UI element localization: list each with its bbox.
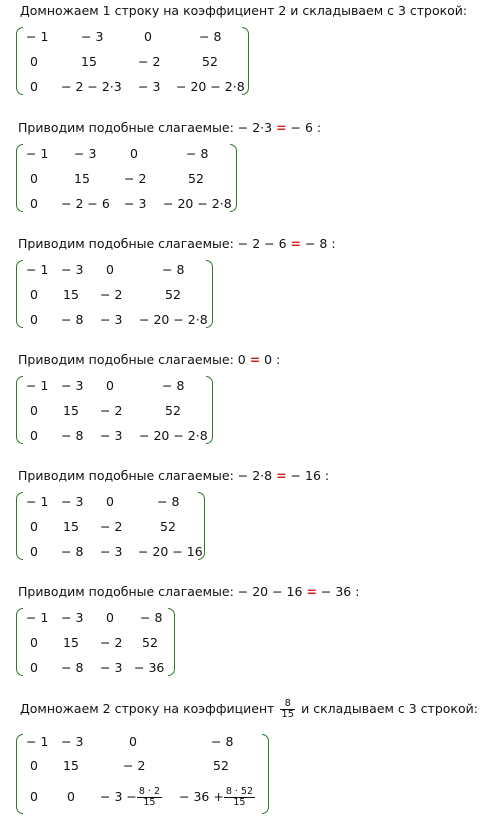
matrix-cell: − 2	[100, 519, 123, 534]
matrix-cell: 15	[63, 758, 79, 773]
matrix-cell: 0	[30, 635, 38, 650]
matrix-cell: 15	[74, 171, 90, 186]
matrix-cell: − 8	[61, 428, 84, 443]
expression-text: − 36 +	[179, 789, 224, 804]
caption-text: и складываем с 3 строкой:	[301, 701, 478, 716]
matrix-cell: − 2 − 2·3	[61, 79, 122, 94]
matrix-cell: − 20 − 2·8	[139, 428, 208, 443]
equals-sign: =	[249, 352, 261, 367]
matrix-cell: 0	[30, 287, 38, 302]
step-caption	[18, 120, 321, 136]
matrix-cell: − 1	[26, 610, 49, 625]
matrix-cell: 0	[30, 79, 38, 94]
matrix-cell: − 20 − 2·8	[163, 196, 232, 211]
matrix-cell: − 1	[26, 146, 49, 161]
matrix-cell: 0	[30, 171, 38, 186]
matrix-cell: − 2	[100, 403, 123, 418]
expression-fraction	[137, 787, 162, 808]
caption-text: − 36 :	[316, 584, 360, 599]
matrix-cell: 0	[30, 758, 38, 773]
matrix-cell: 0	[106, 262, 114, 277]
caption-text: Приводим подобные слагаемые: − 20 − 16	[18, 584, 307, 599]
matrix-cell: − 3	[100, 544, 123, 559]
matrix-cell: − 20 − 2·8	[176, 79, 245, 94]
matrix-cell: 52	[165, 403, 181, 418]
matrix-cell: − 1	[26, 29, 49, 44]
matrix-cell: 15	[63, 635, 79, 650]
matrix-cell	[100, 782, 162, 812]
caption-text: Домножаем 2 строку на коэффициент	[20, 701, 275, 716]
matrix-cell: 0	[106, 494, 114, 509]
caption-text: − 8 :	[301, 236, 336, 251]
left-bracket	[16, 734, 23, 814]
matrix-cell: − 36	[134, 660, 165, 675]
fraction-numerator: 8 · 52	[225, 786, 254, 797]
expression-fraction	[224, 787, 255, 808]
step-caption	[20, 697, 478, 721]
matrix	[16, 376, 214, 444]
matrix-cell: 0	[130, 146, 138, 161]
matrix-cell: − 3	[100, 428, 123, 443]
caption-text: − 16 :	[286, 468, 330, 483]
matrix-cell: − 8	[157, 494, 180, 509]
matrix-cell: 52	[142, 635, 158, 650]
matrix-cell: 0	[144, 29, 152, 44]
matrix-cell: − 2	[123, 758, 146, 773]
matrix-cell: − 8	[211, 734, 234, 749]
caption-text: Приводим подобные слагаемые: − 2·8	[18, 468, 277, 483]
matrix	[16, 260, 214, 328]
matrix-cell: 0	[30, 544, 38, 559]
matrix-cell: − 3	[81, 29, 104, 44]
matrix-cell: − 3	[61, 734, 84, 749]
right-bracket	[262, 734, 269, 814]
step-caption: Домножаем 1 строку на коэффициент 2 и складываем с 3 строкой:	[20, 3, 468, 18]
matrix-cell: − 8	[162, 262, 185, 277]
matrix-cell: − 8	[162, 378, 185, 393]
matrix-cell: − 2	[124, 171, 147, 186]
matrix-cell: 0	[30, 519, 38, 534]
matrix-cell: − 3	[61, 262, 84, 277]
left-bracket	[16, 144, 23, 212]
matrix-cell: − 3	[74, 146, 97, 161]
fraction-denominator: 15	[281, 709, 295, 720]
matrix-cell: 52	[188, 171, 204, 186]
fraction-numerator: 8 · 2	[138, 786, 161, 797]
step-caption	[18, 236, 336, 252]
matrix-cell	[179, 782, 255, 812]
matrix-cell: − 8	[61, 544, 84, 559]
matrix-cell: 52	[213, 758, 229, 773]
caption-text: Приводим подобные слагаемые: − 2 − 6	[18, 236, 291, 251]
matrix-cell: 15	[81, 54, 97, 69]
equals-sign: =	[290, 236, 302, 251]
left-bracket	[16, 27, 23, 95]
fraction-denominator: 15	[143, 797, 156, 808]
matrix-cell: 0	[30, 196, 38, 211]
caption-text: Приводим подобные слагаемые: − 2·3	[18, 120, 277, 135]
caption-text: Приводим подобные слагаемые: 0	[18, 352, 250, 367]
left-bracket	[16, 608, 23, 676]
matrix-cell: 0	[30, 789, 38, 804]
left-bracket	[16, 260, 23, 328]
matrix-cell: 52	[160, 519, 176, 534]
fraction-denominator: 15	[233, 797, 246, 808]
equals-sign: =	[276, 120, 287, 135]
matrix	[16, 27, 250, 95]
matrix-cell: − 8	[140, 610, 163, 625]
matrix	[16, 608, 176, 676]
matrix-cell: − 3	[61, 378, 84, 393]
matrix-cell: − 8	[61, 660, 84, 675]
step-caption	[18, 352, 280, 368]
step-caption	[18, 584, 359, 600]
matrix-cell: 52	[202, 54, 218, 69]
left-bracket	[16, 492, 23, 560]
matrix-cell: − 2	[100, 635, 123, 650]
matrix-cell: 52	[165, 287, 181, 302]
matrix-cell: − 1	[26, 494, 49, 509]
matrix-cell: − 3	[100, 312, 123, 327]
matrix-cell: 0	[30, 428, 38, 443]
matrix-cell: 15	[63, 403, 79, 418]
step-caption	[18, 468, 329, 484]
matrix-cell: − 3	[138, 79, 161, 94]
matrix-cell: 0	[67, 789, 75, 804]
matrix	[16, 492, 206, 560]
left-bracket	[16, 376, 23, 444]
matrix-cell: − 2	[138, 54, 161, 69]
matrix-cell: 0	[129, 734, 137, 749]
matrix-cell: 0	[30, 403, 38, 418]
matrix-cell: − 20 − 16	[138, 544, 203, 559]
caption-text: 0 :	[260, 352, 281, 367]
matrix-cell: − 1	[26, 378, 49, 393]
matrix	[16, 734, 270, 814]
matrix-cell: − 1	[26, 734, 49, 749]
matrix-cell: − 3	[61, 494, 84, 509]
matrix-cell: − 8	[199, 29, 222, 44]
matrix-cell: − 8	[186, 146, 209, 161]
matrix-cell: − 1	[26, 262, 49, 277]
equals-sign: =	[276, 468, 287, 483]
matrix-cell: − 20 − 2·8	[139, 312, 208, 327]
matrix-cell: − 3	[61, 610, 84, 625]
expression-text: − 3 −	[100, 789, 137, 804]
matrix-cell: 0	[106, 378, 114, 393]
caption-text: − 6 :	[286, 120, 322, 135]
right-bracket	[168, 608, 175, 676]
coefficient-fraction	[280, 699, 295, 720]
matrix-cell: − 2	[100, 287, 123, 302]
matrix-cell: 0	[30, 54, 38, 69]
matrix-cell: 15	[63, 519, 79, 534]
matrix-cell: 0	[30, 312, 38, 327]
matrix-cell: − 3	[100, 660, 123, 675]
equals-sign: =	[306, 584, 317, 599]
matrix-cell: 0	[106, 610, 114, 625]
matrix-cell: − 3	[124, 196, 147, 211]
matrix-cell: − 2 − 6	[61, 196, 110, 211]
matrix-cell: 0	[30, 660, 38, 675]
matrix	[16, 144, 238, 212]
fraction-numerator: 8	[280, 699, 295, 710]
matrix-cell: 15	[63, 287, 79, 302]
matrix-cell: − 8	[61, 312, 84, 327]
